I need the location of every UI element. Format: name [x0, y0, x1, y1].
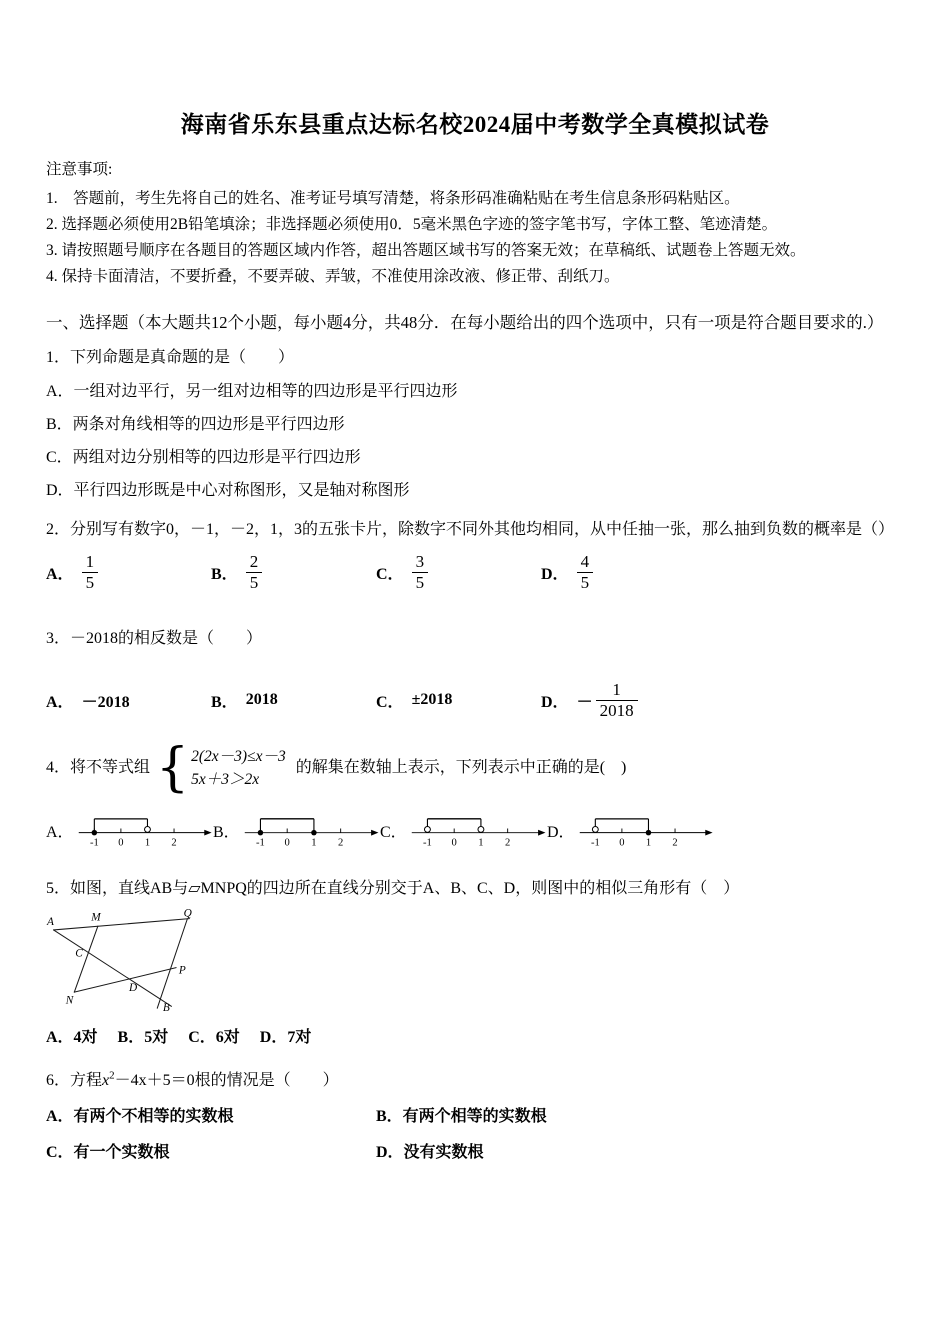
option-label: D． — [541, 566, 569, 584]
q2-option-a — [46, 552, 211, 593]
option-label: A． — [46, 566, 74, 584]
notice-item-1: 1. 答题前，考生先将自己的姓名、准考证号填写清楚，将条形码准确粘贴在考生信息条形码粘贴区。 — [46, 190, 740, 207]
q2-options-row — [46, 552, 904, 593]
q6-stem — [46, 1069, 904, 1093]
q4-option-c — [380, 806, 547, 851]
numberline-figure-a — [76, 806, 213, 851]
svg-text:1: 1 — [144, 837, 150, 849]
option-label: B． — [211, 693, 238, 711]
q4-option-b — [213, 806, 380, 851]
q4-option-d — [547, 806, 714, 851]
line-AQ — [54, 919, 190, 930]
notice-item-4: 4. 保持卡面清洁，不要折叠，不要弄破、弄皱，不准使用涂改液、修正带、刮纸刀。 — [46, 268, 620, 285]
option-label: D． — [541, 693, 569, 711]
svg-text:0: 0 — [618, 837, 625, 849]
fraction: $\frac{1}{5}$ — [82, 552, 99, 593]
q3-option-a — [46, 677, 211, 723]
fraction: $\frac{1}{2018}$ — [596, 680, 638, 721]
q2-stem: 2．分别写有数字0，－1，－2，1，3的五张卡片，除数字不同外其他均相同，从中任抽一张，那么抽到负数的概率是（） — [46, 521, 895, 538]
svg-text:2: 2 — [671, 837, 678, 849]
minus-sign: － — [576, 693, 593, 711]
fraction: $\frac{4}{5}$ — [577, 552, 594, 593]
q6-stem-post: －4x＋5＝0根的情况是（ ） — [114, 1071, 339, 1089]
q5-figure-wrap — [46, 909, 904, 1015]
notice-item-2: 2. 选择题必须使用2B铅笔填涂；非选择题必须使用0．5毫米黑色字迹的签字笔书写，字体工整、笔迹清楚。 — [46, 216, 778, 233]
svg-text:2: 2 — [337, 837, 343, 849]
svg-text:-1: -1 — [422, 837, 432, 849]
option-label: C． — [376, 566, 404, 584]
svg-text:-1: -1 — [255, 837, 265, 849]
notice-header: 注意事项: — [46, 161, 113, 178]
option-label: B． — [213, 823, 240, 841]
q2-option-b — [211, 552, 376, 593]
line-NP — [74, 968, 176, 993]
numberline-figure-d — [577, 806, 714, 851]
left-brace: { — [156, 738, 190, 799]
q6-options-grid — [46, 1105, 904, 1164]
point-label-N: N — [65, 994, 74, 1007]
option-label: A． — [46, 823, 74, 841]
q1-option-d: D．平行四边形既是中心对称图形，又是轴对称图形 — [46, 482, 410, 499]
point-label-C: C — [75, 947, 83, 960]
q4-stem-pre: 4．将不等式组 — [46, 759, 151, 777]
inequality-line-1: 2(2x－3)≤x－3 — [191, 748, 286, 766]
q1-stem: 1．下列命题是真命题的是（ ） — [46, 349, 295, 366]
point-label-B: B — [162, 1001, 170, 1014]
option-value: ±2018 — [411, 691, 453, 709]
q2-option-d — [541, 552, 706, 593]
svg-text:1: 1 — [477, 837, 484, 849]
inequality-system — [191, 745, 286, 791]
q2-option-c — [376, 552, 541, 593]
svg-text:2: 2 — [170, 837, 177, 849]
q4-numberlines-row — [46, 806, 904, 851]
q1-option-b: B．两条对角线相等的四边形是平行四边形 — [46, 416, 345, 433]
paper-title: 海南省乐东县重点达标名校2024届中考数学全真模拟试卷 — [180, 112, 770, 137]
q3-option-b — [211, 677, 376, 723]
option-label: B． — [211, 566, 238, 584]
fraction: $\frac{2}{5}$ — [246, 552, 263, 593]
q4-stem-post: 的解集在数轴上表示，下列表示中正确的是( ) — [295, 759, 627, 777]
q5-stem: 5．如图，直线AB与▱MNPQ的四边所在直线分别交于A、B、C、D，则图中的相似三角形有（ ） — [46, 879, 740, 897]
fraction: $\frac{3}{5}$ — [412, 552, 429, 593]
q6-option-b: B．有两个相等的实数根 — [376, 1107, 547, 1125]
option-label: A． — [46, 693, 74, 711]
option-value: 2018 — [245, 691, 278, 709]
q6-stem-pre: 6．方程 — [46, 1071, 103, 1089]
q1-option-a: A．一组对边平行，另一组对边相等的四边形是平行四边形 — [46, 383, 458, 400]
q4-stem — [46, 738, 904, 799]
q1-option-c: C．两组对边分别相等的四边形是平行四边形 — [46, 449, 361, 466]
q3-option-c — [376, 677, 541, 723]
svg-text:0: 0 — [117, 837, 124, 849]
option-label: D． — [547, 823, 575, 841]
svg-text:0: 0 — [451, 837, 457, 849]
q3-option-d — [541, 677, 706, 723]
q6-option-d: D．没有实数根 — [376, 1143, 484, 1161]
point-label-A: A — [46, 916, 54, 929]
svg-text:-1: -1 — [89, 837, 99, 849]
point-label-Q: Q — [183, 908, 192, 920]
option-label: C． — [376, 693, 404, 711]
inequality-line-2: 5x＋3＞2x — [191, 771, 260, 789]
section1-header: 一、选择题（本大题共12个小题，每小题4分，共48分．在每小题给出的四个选项中，只有一项是符合题目要求的.） — [46, 313, 884, 332]
q6-exponent: 2 — [109, 1069, 115, 1082]
parallelogram-figure — [46, 909, 211, 1015]
notice-list — [46, 186, 904, 290]
option-label: C． — [380, 823, 407, 841]
q5-options-line: A．4对 B．5对 C．6对 D．7对 — [46, 1028, 312, 1046]
q3-stem: 3．－2018的相反数是（ ） — [46, 630, 263, 648]
q3-options-row — [46, 677, 904, 723]
svg-text:-1: -1 — [590, 837, 600, 849]
q4-option-a — [46, 806, 213, 851]
point-label-M: M — [91, 911, 101, 924]
point-label-D: D — [128, 982, 138, 995]
q6-option-a: A．有两个不相等的实数根 — [46, 1107, 234, 1125]
svg-text:1: 1 — [645, 837, 651, 849]
svg-text:2: 2 — [504, 837, 510, 849]
point-label-P: P — [178, 964, 186, 977]
numberline-figure-c — [409, 806, 547, 851]
q6-option-c: C．有一个实数根 — [46, 1143, 170, 1161]
option-value: －2018 — [81, 693, 130, 711]
numberline-figure-b — [242, 806, 380, 851]
svg-text:1: 1 — [310, 837, 317, 849]
notice-item-3: 3. 请按照题号顺序在各题目的答题区域内作答，超出答题区域书写的答案无效；在草稿纸、试题卷上答题无效。 — [46, 242, 806, 259]
svg-text:0: 0 — [284, 837, 290, 849]
q6-variable: x — [102, 1071, 110, 1089]
